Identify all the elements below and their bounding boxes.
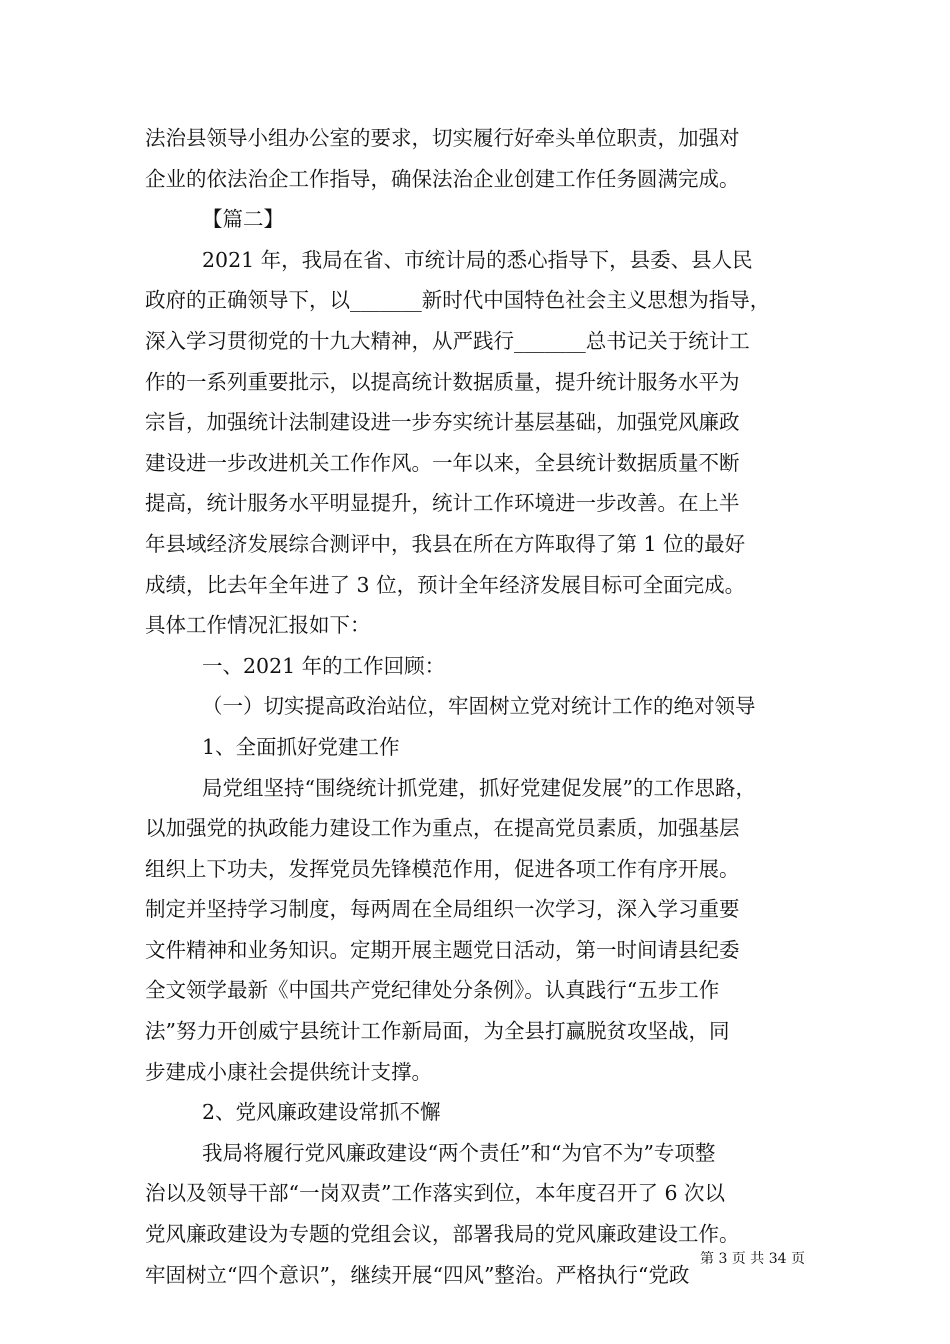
text-line: 建设进一步改进机关工作作风。一年以来，全县统计数据质量不断 [145,450,740,475]
text-line: 组织上下功夫，发挥党员先锋模范作用，促进各项工作有序开展。 [145,856,740,881]
text-line: 我局将履行党风廉政建设“两个责任”和“为官不为”专项整 [202,1140,716,1165]
subheading: 1、全面抓好党建工作 [202,734,400,759]
text-line: 治以及领导干部“一岗双责”工作落实到位，本年度召开了 6 次以 [145,1181,726,1206]
text-line: 企业的依法治企工作指导，确保法治企业创建工作任务圆满完成。 [145,166,740,191]
text-line: 政府的正确领导下，以_______新时代中国特色社会主义思想为指导， [145,288,771,313]
text-line: 制定并坚持学习制度，每两周在全局组织一次学习，深入学习重要 [145,897,740,922]
text-line: 以加强党的执政能力建设工作为重点，在提高党员素质，加强基层 [145,816,740,841]
text-line: 党风廉政建设为专题的党组会议，部署我局的党风廉政建设工作。 [145,1222,740,1247]
text-line: 宗旨，加强统计法制建设进一步夯实统计基层基础，加强党风廉政 [145,410,740,435]
text-line: 牢固树立“四个意识”，继续开展“四风”整治。严格执行“党政 [145,1262,690,1287]
page-number-footer: 第 3 页 共 34 页 [700,1251,805,1267]
subheading: 2、党风廉政建设常抓不懈 [202,1100,441,1125]
text-line: 局党组坚持“围绕统计抓党建，抓好党建促发展”的工作思路， [202,775,756,800]
text-line: 法治县领导小组办公室的要求，切实履行好牵头单位职责，加强对 [145,126,740,150]
text-line: 年县域经济发展综合测评中，我县在所在方阵取得了第 1 位的最好 [145,531,746,556]
text-line: 具体工作情况汇报如下： [145,613,371,638]
text-line: 全文领学最新《中国共产党纪律处分条例》。认真践行“五步工作 [145,978,720,1003]
text-line: 法”努力开创威宁县统计工作新局面，为全县打赢脱贫攻坚战，同 [145,1019,730,1044]
text-line: 深入学习贯彻党的十九大精神，从严践行_______总书记关于统计工 [145,328,750,353]
text-line: 文件精神和业务知识。定期开展主题党日活动，第一时间请县纪委 [145,937,740,962]
text-line: 提高，统计服务水平明显提升，统计工作环境进一步改善。在上半 [145,491,740,516]
section-heading: 【篇二】 [202,207,284,232]
document-body [145,118,813,1295]
subheading: 一、2021 年的工作回顾： [202,653,446,678]
subheading: （一）切实提高政治站位，牢固树立党对统计工作的绝对领导 [202,694,756,719]
text-line: 步建成小康社会提供统计支撑。 [145,1059,432,1084]
text-line: 作的一系列重要批示，以提高统计数据质量，提升统计服务水平为 [145,369,740,394]
text-line: 2021 年，我局在省、市统计局的悉心指导下，县委、县人民 [202,247,753,272]
text-line: 成绩，比去年全年进了 3 位，预计全年经济发展目标可全面完成。 [145,572,746,597]
